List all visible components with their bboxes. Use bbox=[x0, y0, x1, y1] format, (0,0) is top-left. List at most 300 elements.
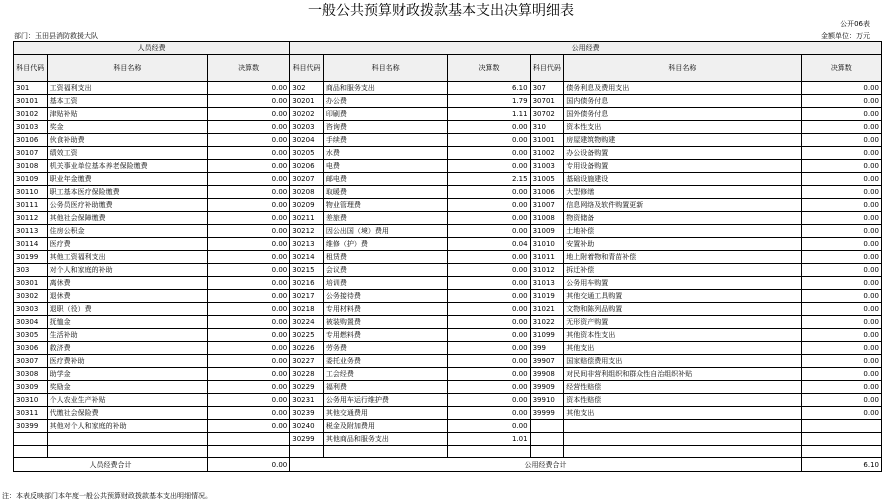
cell-name: 取暖费 bbox=[323, 186, 448, 199]
cell-amount: 0.04 bbox=[448, 238, 530, 251]
cell-amount bbox=[208, 446, 290, 458]
cell-name: 公务员医疗补助缴费 bbox=[47, 199, 207, 212]
cell-amount: 0.00 bbox=[208, 147, 290, 160]
cell-amount: 0.00 bbox=[208, 134, 290, 147]
cell-code: 30217 bbox=[290, 290, 324, 303]
cell-amount: 0.00 bbox=[801, 186, 881, 199]
cell-code: 30211 bbox=[290, 212, 324, 225]
cell-name bbox=[323, 446, 448, 458]
cell-name: 资本性支出 bbox=[564, 121, 801, 134]
cell-code: 30110 bbox=[14, 186, 48, 199]
cell-code: 31012 bbox=[530, 264, 564, 277]
cell-name: 公务用车运行维护费 bbox=[323, 394, 448, 407]
table-row bbox=[14, 342, 882, 355]
cell-code bbox=[530, 433, 564, 446]
table-row bbox=[14, 108, 882, 121]
public-total-amount: 6.10 bbox=[801, 458, 881, 472]
cell-code: 39910 bbox=[530, 394, 564, 407]
cell-code: 30218 bbox=[290, 303, 324, 316]
cell-name: 印刷费 bbox=[323, 108, 448, 121]
cell-name: 工资福利支出 bbox=[47, 82, 207, 95]
cell-amount: 0.00 bbox=[208, 342, 290, 355]
cell-code: 30302 bbox=[14, 290, 48, 303]
table-row bbox=[14, 199, 882, 212]
cell-name: 信息网络及软件购置更新 bbox=[564, 199, 801, 212]
cell-amount: 0.00 bbox=[801, 394, 881, 407]
cell-code: 30214 bbox=[290, 251, 324, 264]
cell-code: 30239 bbox=[290, 407, 324, 420]
cell-code: 31010 bbox=[530, 238, 564, 251]
table-row bbox=[14, 212, 882, 225]
cell-amount: 1.79 bbox=[448, 95, 530, 108]
department-label: 部门：玉田县消防救援大队 bbox=[14, 32, 98, 40]
cell-code: 30107 bbox=[14, 147, 48, 160]
cell-amount: 0.00 bbox=[801, 368, 881, 381]
cell-code: 30227 bbox=[290, 355, 324, 368]
cell-name: 商品和服务支出 bbox=[323, 82, 448, 95]
cell-code: 30111 bbox=[14, 199, 48, 212]
cell-amount: 0.00 bbox=[801, 225, 881, 238]
cell-name: 退休费 bbox=[47, 290, 207, 303]
cell-name: 基本工资 bbox=[47, 95, 207, 108]
cell-name: 租赁费 bbox=[323, 251, 448, 264]
cell-amount: 0.00 bbox=[448, 199, 530, 212]
cell-name: 土地补偿 bbox=[564, 225, 801, 238]
cell-amount: 0.00 bbox=[208, 394, 290, 407]
cell-code: 31022 bbox=[530, 316, 564, 329]
cell-name: 奖金 bbox=[47, 121, 207, 134]
cell-code: 30106 bbox=[14, 134, 48, 147]
cell-code: 30225 bbox=[290, 329, 324, 342]
cell-amount: 0.00 bbox=[448, 225, 530, 238]
cell-name: 国内债务付息 bbox=[564, 95, 801, 108]
cell-amount: 0.00 bbox=[801, 290, 881, 303]
cell-code: 31011 bbox=[530, 251, 564, 264]
cell-amount: 0.00 bbox=[448, 121, 530, 134]
cell-amount: 6.10 bbox=[448, 82, 530, 95]
cell-amount: 0.00 bbox=[208, 407, 290, 420]
cell-amount: 0.00 bbox=[801, 134, 881, 147]
cell-code: 30112 bbox=[14, 212, 48, 225]
cell-amount bbox=[801, 433, 881, 446]
cell-name: 其他对个人和家庭的补助 bbox=[47, 420, 207, 433]
cell-code: 30310 bbox=[14, 394, 48, 407]
cell-code: 31005 bbox=[530, 173, 564, 186]
cell-amount: 0.00 bbox=[801, 147, 881, 160]
cell-code: 30311 bbox=[14, 407, 48, 420]
cell-code: 399 bbox=[530, 342, 564, 355]
cell-name: 电费 bbox=[323, 160, 448, 173]
cell-name bbox=[564, 433, 801, 446]
cell-name: 离休费 bbox=[47, 277, 207, 290]
cell-code: 30203 bbox=[290, 121, 324, 134]
cell-code: 30307 bbox=[14, 355, 48, 368]
cell-code: 30299 bbox=[290, 433, 324, 446]
cell-amount bbox=[448, 446, 530, 458]
cell-name bbox=[564, 446, 801, 458]
cell-amount: 0.00 bbox=[208, 121, 290, 134]
cell-name: 地上附着物和青苗补偿 bbox=[564, 251, 801, 264]
cell-code: 30229 bbox=[290, 381, 324, 394]
cell-amount: 0.00 bbox=[448, 264, 530, 277]
cell-amount: 0.00 bbox=[448, 147, 530, 160]
cell-name: 对民间非营利组织和群众性自治组织补贴 bbox=[564, 368, 801, 381]
cell-code: 30108 bbox=[14, 160, 48, 173]
cell-name: 津贴补贴 bbox=[47, 108, 207, 121]
cell-amount: 0.00 bbox=[801, 238, 881, 251]
cell-name: 机关事业单位基本养老保险缴费 bbox=[47, 160, 207, 173]
table-row bbox=[14, 225, 882, 238]
cell-code: 39909 bbox=[530, 381, 564, 394]
cell-amount: 0.00 bbox=[208, 420, 290, 433]
cell-code: 30206 bbox=[290, 160, 324, 173]
cell-name: 个人农业生产补贴 bbox=[47, 394, 207, 407]
cell-code: 30212 bbox=[290, 225, 324, 238]
cell-amount: 0.00 bbox=[208, 368, 290, 381]
cell-code: 310 bbox=[530, 121, 564, 134]
cell-code: 31019 bbox=[530, 290, 564, 303]
table-row bbox=[14, 329, 882, 342]
cell-amount: 0.00 bbox=[208, 82, 290, 95]
cell-name: 公务接待费 bbox=[323, 290, 448, 303]
cell-amount: 0.00 bbox=[208, 264, 290, 277]
cell-name: 手续费 bbox=[323, 134, 448, 147]
cell-name bbox=[47, 446, 207, 458]
cell-amount: 0.00 bbox=[448, 420, 530, 433]
cell-amount: 0.00 bbox=[448, 355, 530, 368]
table-row bbox=[14, 147, 882, 160]
cell-amount: 0.00 bbox=[801, 108, 881, 121]
cell-amount: 0.00 bbox=[448, 394, 530, 407]
cell-code: 30301 bbox=[14, 277, 48, 290]
cell-name: 生活补助 bbox=[47, 329, 207, 342]
cell-amount: 0.00 bbox=[801, 355, 881, 368]
cell-code: 30208 bbox=[290, 186, 324, 199]
totals-row bbox=[14, 458, 882, 472]
table-row bbox=[14, 381, 882, 394]
cell-name: 对个人和家庭的补助 bbox=[47, 264, 207, 277]
cell-name: 办公费 bbox=[323, 95, 448, 108]
cell-amount: 0.00 bbox=[448, 368, 530, 381]
cell-name: 大型修缮 bbox=[564, 186, 801, 199]
cell-name: 其他交通工具购置 bbox=[564, 290, 801, 303]
table-row bbox=[14, 290, 882, 303]
section-personnel: 人员经费 bbox=[14, 42, 290, 55]
cell-amount: 0.00 bbox=[801, 199, 881, 212]
cell-name: 绩效工资 bbox=[47, 147, 207, 160]
cell-code: 30109 bbox=[14, 173, 48, 186]
cell-code: 30209 bbox=[290, 199, 324, 212]
cell-amount bbox=[801, 420, 881, 433]
cell-amount: 0.00 bbox=[208, 186, 290, 199]
cell-code: 31008 bbox=[530, 212, 564, 225]
cell-amount: 0.00 bbox=[801, 381, 881, 394]
cell-amount: 0.00 bbox=[208, 355, 290, 368]
cell-name: 其他资本性支出 bbox=[564, 329, 801, 342]
report-title: 一般公共预算财政拨款基本支出决算明细表 bbox=[308, 3, 574, 19]
cell-amount: 0.00 bbox=[448, 186, 530, 199]
cell-code: 31009 bbox=[530, 225, 564, 238]
cell-code: 31007 bbox=[530, 199, 564, 212]
cell-name: 国家赔偿费用支出 bbox=[564, 355, 801, 368]
cell-amount: 0.00 bbox=[801, 407, 881, 420]
cell-name bbox=[564, 420, 801, 433]
cell-amount: 0.00 bbox=[208, 199, 290, 212]
cell-name: 代缴社会保险费 bbox=[47, 407, 207, 420]
cell-code: 30305 bbox=[14, 329, 48, 342]
table-row bbox=[14, 121, 882, 134]
cell-amount: 0.00 bbox=[208, 381, 290, 394]
cell-name: 房屋建筑物购建 bbox=[564, 134, 801, 147]
cell-name: 经营性赔偿 bbox=[564, 381, 801, 394]
cell-amount: 0.00 bbox=[801, 160, 881, 173]
cell-amount: 0.00 bbox=[208, 212, 290, 225]
cell-name: 职业年金缴费 bbox=[47, 173, 207, 186]
cell-code: 31021 bbox=[530, 303, 564, 316]
cell-amount: 1.01 bbox=[448, 433, 530, 446]
cell-name: 基础设施建设 bbox=[564, 173, 801, 186]
cell-name: 退职（役）费 bbox=[47, 303, 207, 316]
table-row bbox=[14, 446, 882, 458]
cell-code: 30202 bbox=[290, 108, 324, 121]
cell-name: 债务利息及费用支出 bbox=[564, 82, 801, 95]
cell-amount: 0.00 bbox=[801, 329, 881, 342]
cell-code: 30113 bbox=[14, 225, 48, 238]
cell-amount: 0.00 bbox=[208, 290, 290, 303]
cell-code: 31099 bbox=[530, 329, 564, 342]
cell-amount: 0.00 bbox=[448, 342, 530, 355]
cell-name: 工会经费 bbox=[323, 368, 448, 381]
cell-name: 维修（护）费 bbox=[323, 238, 448, 251]
cell-name: 福利费 bbox=[323, 381, 448, 394]
table-row bbox=[14, 251, 882, 264]
cell-name: 抚恤金 bbox=[47, 316, 207, 329]
cell-name: 物业管理费 bbox=[323, 199, 448, 212]
cell-amount: 0.00 bbox=[448, 277, 530, 290]
header-amount: 决算数 bbox=[448, 55, 530, 82]
cell-name bbox=[47, 433, 207, 446]
header-name: 科目名称 bbox=[323, 55, 448, 82]
table-row bbox=[14, 303, 882, 316]
cell-amount: 1.11 bbox=[448, 108, 530, 121]
cell-name: 其他交通费用 bbox=[323, 407, 448, 420]
table-row bbox=[14, 160, 882, 173]
cell-amount: 0.00 bbox=[208, 95, 290, 108]
cell-name: 会议费 bbox=[323, 264, 448, 277]
cell-code: 30303 bbox=[14, 303, 48, 316]
section-public: 公用经费 bbox=[290, 42, 882, 55]
cell-code: 30306 bbox=[14, 342, 48, 355]
cell-name: 专用材料费 bbox=[323, 303, 448, 316]
cell-name: 公务用车购置 bbox=[564, 277, 801, 290]
cell-amount: 0.00 bbox=[801, 251, 881, 264]
cell-code: 30702 bbox=[530, 108, 564, 121]
form-number: 公开06表 bbox=[840, 20, 870, 28]
cell-name: 物资储备 bbox=[564, 212, 801, 225]
cell-amount: 0.00 bbox=[208, 277, 290, 290]
cell-code bbox=[530, 446, 564, 458]
cell-code: 30399 bbox=[14, 420, 48, 433]
table-row bbox=[14, 134, 882, 147]
public-total-label: 公用经费合计 bbox=[290, 458, 801, 472]
cell-code: 301 bbox=[14, 82, 48, 95]
cell-amount bbox=[208, 433, 290, 446]
header-code: 科目代码 bbox=[290, 55, 324, 82]
cell-code bbox=[14, 446, 48, 458]
cell-code: 30701 bbox=[530, 95, 564, 108]
cell-amount: 0.00 bbox=[208, 108, 290, 121]
table-row bbox=[14, 82, 882, 95]
table-row bbox=[14, 316, 882, 329]
cell-code: 31006 bbox=[530, 186, 564, 199]
cell-code: 31001 bbox=[530, 134, 564, 147]
cell-code: 31002 bbox=[530, 147, 564, 160]
cell-code: 30231 bbox=[290, 394, 324, 407]
cell-amount: 0.00 bbox=[801, 82, 881, 95]
cell-code: 30114 bbox=[14, 238, 48, 251]
header-name: 科目名称 bbox=[564, 55, 801, 82]
cell-code: 30199 bbox=[14, 251, 48, 264]
unit-label: 金额单位：万元 bbox=[821, 32, 870, 40]
cell-amount: 0.00 bbox=[801, 121, 881, 134]
cell-amount: 0.00 bbox=[208, 303, 290, 316]
cell-name: 专用设备购置 bbox=[564, 160, 801, 173]
cell-amount: 0.00 bbox=[801, 316, 881, 329]
cell-amount bbox=[801, 446, 881, 458]
cell-code: 30207 bbox=[290, 173, 324, 186]
cell-name: 委托业务费 bbox=[323, 355, 448, 368]
cell-amount: 0.00 bbox=[448, 329, 530, 342]
section-header-row bbox=[14, 42, 882, 55]
cell-code: 30201 bbox=[290, 95, 324, 108]
table-row bbox=[14, 95, 882, 108]
cell-code: 39907 bbox=[530, 355, 564, 368]
cell-amount: 0.00 bbox=[801, 303, 881, 316]
cell-name: 助学金 bbox=[47, 368, 207, 381]
cell-code: 30102 bbox=[14, 108, 48, 121]
cell-code: 30309 bbox=[14, 381, 48, 394]
footnote: 注：本表反映部门本年度一般公共预算财政拨款基本支出明细情况。 bbox=[2, 492, 212, 500]
expenditure-table bbox=[13, 41, 882, 472]
personnel-total-label: 人员经费合计 bbox=[14, 458, 208, 472]
cell-name: 邮电费 bbox=[323, 173, 448, 186]
cell-code bbox=[530, 420, 564, 433]
cell-amount: 0.00 bbox=[208, 225, 290, 238]
header-code: 科目代码 bbox=[14, 55, 48, 82]
cell-name: 其他支出 bbox=[564, 342, 801, 355]
cell-code: 30101 bbox=[14, 95, 48, 108]
cell-name: 医疗费 bbox=[47, 238, 207, 251]
cell-code: 31013 bbox=[530, 277, 564, 290]
cell-amount: 0.00 bbox=[801, 173, 881, 186]
cell-code bbox=[14, 433, 48, 446]
cell-name: 劳务费 bbox=[323, 342, 448, 355]
cell-name: 咨询费 bbox=[323, 121, 448, 134]
cell-code: 30226 bbox=[290, 342, 324, 355]
cell-code: 303 bbox=[14, 264, 48, 277]
table-row bbox=[14, 186, 882, 199]
cell-amount: 0.00 bbox=[448, 316, 530, 329]
cell-amount: 0.00 bbox=[801, 342, 881, 355]
cell-code bbox=[290, 446, 324, 458]
cell-amount: 0.00 bbox=[208, 173, 290, 186]
cell-amount: 0.00 bbox=[208, 316, 290, 329]
cell-code: 30304 bbox=[14, 316, 48, 329]
table-row bbox=[14, 433, 882, 446]
cell-name: 差旅费 bbox=[323, 212, 448, 225]
cell-code: 30205 bbox=[290, 147, 324, 160]
cell-amount: 2.15 bbox=[448, 173, 530, 186]
cell-name: 资本性赔偿 bbox=[564, 394, 801, 407]
cell-name: 其他商品和服务支出 bbox=[323, 433, 448, 446]
cell-name: 办公设备购置 bbox=[564, 147, 801, 160]
cell-name: 安置补助 bbox=[564, 238, 801, 251]
cell-amount: 0.00 bbox=[801, 277, 881, 290]
table-row bbox=[14, 264, 882, 277]
table-row bbox=[14, 355, 882, 368]
header-amount: 决算数 bbox=[801, 55, 881, 82]
cell-code: 30240 bbox=[290, 420, 324, 433]
cell-name: 税金及附加费用 bbox=[323, 420, 448, 433]
cell-code: 39908 bbox=[530, 368, 564, 381]
cell-amount: 0.00 bbox=[448, 134, 530, 147]
cell-amount: 0.00 bbox=[208, 160, 290, 173]
cell-name: 被装购置费 bbox=[323, 316, 448, 329]
cell-name: 其他工资福利支出 bbox=[47, 251, 207, 264]
cell-name: 无形资产购置 bbox=[564, 316, 801, 329]
cell-amount: 0.00 bbox=[208, 329, 290, 342]
cell-amount: 0.00 bbox=[448, 160, 530, 173]
table-row bbox=[14, 173, 882, 186]
table-row bbox=[14, 238, 882, 251]
cell-code: 39999 bbox=[530, 407, 564, 420]
cell-amount: 0.00 bbox=[448, 407, 530, 420]
cell-name: 伙食补助费 bbox=[47, 134, 207, 147]
cell-name: 文物和陈列品购置 bbox=[564, 303, 801, 316]
cell-code: 30228 bbox=[290, 368, 324, 381]
cell-amount: 0.00 bbox=[801, 212, 881, 225]
cell-code: 30308 bbox=[14, 368, 48, 381]
table-row bbox=[14, 368, 882, 381]
cell-code: 30216 bbox=[290, 277, 324, 290]
cell-name: 水费 bbox=[323, 147, 448, 160]
cell-name: 住房公积金 bbox=[47, 225, 207, 238]
cell-code: 30224 bbox=[290, 316, 324, 329]
cell-name: 专用燃料费 bbox=[323, 329, 448, 342]
header-code: 科目代码 bbox=[530, 55, 564, 82]
header-name: 科目名称 bbox=[47, 55, 207, 82]
cell-code: 30204 bbox=[290, 134, 324, 147]
cell-name: 职工基本医疗保险缴费 bbox=[47, 186, 207, 199]
cell-name: 培训费 bbox=[323, 277, 448, 290]
cell-amount: 0.00 bbox=[448, 251, 530, 264]
cell-name: 救济费 bbox=[47, 342, 207, 355]
cell-code: 30213 bbox=[290, 238, 324, 251]
column-header-row bbox=[14, 55, 882, 82]
table-row bbox=[14, 407, 882, 420]
cell-amount: 0.00 bbox=[448, 290, 530, 303]
table-row bbox=[14, 420, 882, 433]
personnel-total-amount: 0.00 bbox=[208, 458, 290, 472]
cell-name: 医疗费补助 bbox=[47, 355, 207, 368]
cell-name: 其他社会保障缴费 bbox=[47, 212, 207, 225]
cell-code: 31003 bbox=[530, 160, 564, 173]
table-row bbox=[14, 277, 882, 290]
cell-amount: 0.00 bbox=[208, 238, 290, 251]
cell-name: 其他支出 bbox=[564, 407, 801, 420]
cell-name: 国外债务付息 bbox=[564, 108, 801, 121]
cell-code: 30215 bbox=[290, 264, 324, 277]
